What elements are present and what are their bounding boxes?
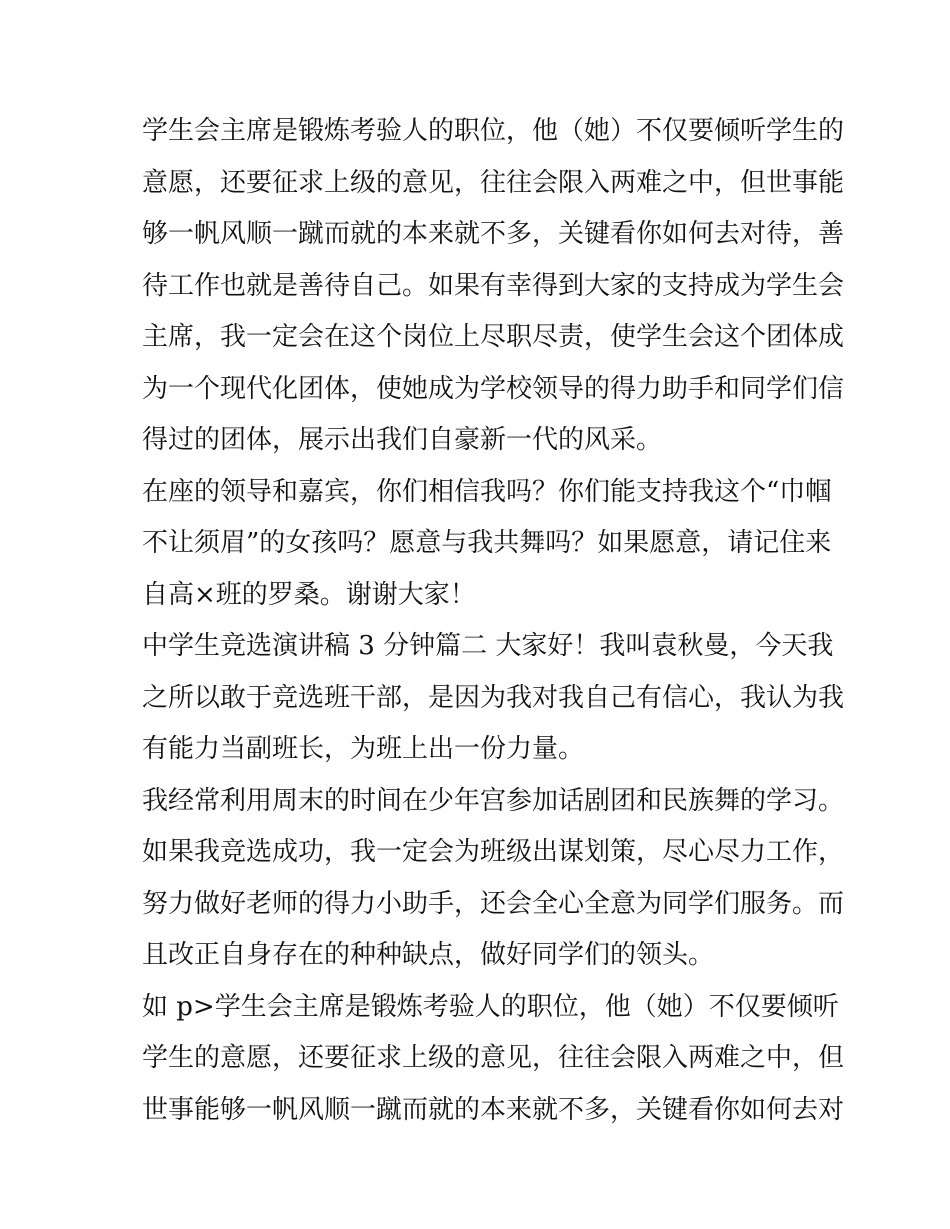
text-line: 在座的领导和嘉宾，你们相信我吗？你们能支持我这个“巾帼 — [142, 476, 832, 507]
text-line: 主席，我一定会在这个岗位上尽职尽责，使学生会这个团体成 — [142, 322, 845, 352]
text-line: 为一个现代化团体，使她成为学校领导的得力助手和同学们信 — [142, 373, 845, 404]
text-line: 且改正自身存在的种种缺点，做好同学们的领头。 — [142, 940, 715, 970]
text-line: 我经常利用周末的时间在少年宫参加话剧团和民族舞的学习。 — [142, 785, 845, 816]
text-line: 如果我竞选成功，我一定会为班级出谋划策，尽心尽力工作， — [142, 837, 845, 867]
text-line: 中学生竞选演讲稿 3 分钟篇二 大家好！我叫袁秋曼，今天我 — [142, 631, 834, 661]
text-line: 如 p>学生会主席是锻炼考验人的职位，他（她）不仅要倾听 — [142, 991, 839, 1022]
text-line: 自高×班的罗桑。谢谢大家！ — [142, 579, 476, 610]
text-line: 学生会主席是锻炼考验人的职位，他（她）不仅要倾听学生的 — [142, 116, 845, 146]
text-line: 得过的团体，展示出我们自豪新一代的风采。 — [142, 425, 663, 455]
body-text — [142, 106, 845, 1136]
text-line: 有能力当副班长，为班上出一份力量。 — [142, 734, 585, 764]
text-line: 够一帆风顺一蹴而就的本来就不多，关键看你如何去对待，善 — [142, 219, 845, 249]
text-line: 世事能够一帆风顺一蹴而就的本来就不多，关键看你如何去对 — [142, 1094, 845, 1125]
text-line: 待工作也就是善待自己。如果有幸得到大家的支持成为学生会 — [142, 270, 845, 301]
text-line: 学生的意愿，还要征求上级的意见，往往会限入两难之中，但 — [142, 1043, 845, 1073]
text-line: 不让须眉”的女孩吗？愿意与我共舞吗？如果愿意，请记住来 — [142, 528, 832, 558]
text-line: 努力做好老师的得力小助手，还会全心全意为同学们服务。而 — [142, 888, 845, 919]
text-line: 意愿，还要征求上级的意见，往往会限入两难之中，但世事能 — [142, 167, 845, 198]
text-line: 之所以敢于竞选班干部，是因为我对我自己有信心，我认为我 — [142, 682, 845, 713]
